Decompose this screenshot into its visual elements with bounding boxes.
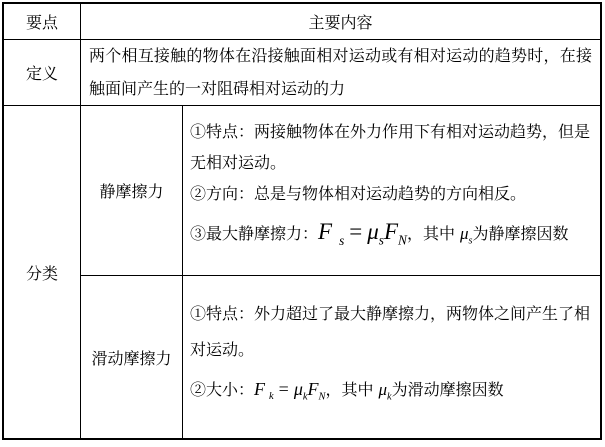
static-coefficient <box>459 224 473 247</box>
static-max-formula <box>318 219 407 248</box>
sliding-coefficient <box>378 379 392 403</box>
static-max-mid: ，其中 <box>406 226 455 244</box>
sliding-friction-content-cell <box>183 276 600 438</box>
static-friction-content-cell <box>183 106 600 276</box>
formula-FN: F <box>307 378 319 399</box>
header-cell-main-content <box>81 4 600 40</box>
formula-FN-sub: N <box>398 232 407 248</box>
formula-F-sub: s <box>339 232 345 248</box>
sliding-friction-name-cell <box>81 276 183 438</box>
formula-F-sub: k <box>269 391 274 403</box>
coef-mu: μ <box>459 224 469 244</box>
classification-label: 分类 <box>25 265 58 283</box>
formula-F: F <box>318 219 333 245</box>
classification-label-cell <box>4 106 81 438</box>
header-main-content-label: 主要内容 <box>308 15 373 32</box>
definition-text: 两个相互接触的物体在沿接触面相对运动或有相对运动的趋势时，在接触面间产生的一对阻碍相对运动的力 <box>89 47 592 98</box>
formula-mu-sub: s <box>378 232 384 248</box>
coef-mu-sub: k <box>387 391 392 403</box>
sliding-magnitude-formula <box>254 378 326 403</box>
header-cell-keypoint <box>4 4 81 40</box>
static-friction-name-cell <box>81 106 183 276</box>
static-friction-feature: ①特点：两接触物体在外力作用下有相对运动趋势，但是无相对运动。 <box>190 124 591 173</box>
formula-FN: F <box>383 219 399 245</box>
sliding-friction-name: 滑动摩擦力 <box>91 350 172 368</box>
static-max-tail: 为静摩擦因数 <box>472 226 569 244</box>
static-friction-max-line <box>190 210 593 263</box>
definition-label: 定义 <box>25 66 58 83</box>
sliding-magnitude-label: ②大小： <box>190 381 255 399</box>
coef-mu-sub: s <box>468 235 473 247</box>
static-friction-name: 静摩擦力 <box>99 184 164 201</box>
formula-FN-sub: N <box>318 391 326 403</box>
sliding-magnitude-tail: 为滑动摩擦因数 <box>391 381 504 399</box>
sliding-friction-magnitude-line <box>190 369 593 418</box>
static-max-label: ③最大静摩擦力： <box>190 226 319 244</box>
coef-mu: μ <box>378 379 388 399</box>
formula-mu: μ <box>293 378 303 399</box>
sliding-friction-feature: ①特点：外力超过了最大静摩擦力，两物体之间产生了相对运动。 <box>190 305 591 359</box>
formula-mu-sub: k <box>302 391 308 403</box>
friction-table <box>2 2 602 440</box>
formula-F: F <box>254 378 266 399</box>
static-friction-direction: ②方向：总是与物体相对运动趋势的方向相反。 <box>190 186 527 204</box>
definition-label-cell <box>4 40 81 106</box>
header-keypoint-label: 要点 <box>25 15 58 32</box>
sliding-magnitude-mid: ，其中 <box>325 381 374 399</box>
formula-mu: μ <box>367 219 379 245</box>
definition-content-cell <box>81 40 600 106</box>
formula-equals: = <box>278 378 289 399</box>
formula-equals: = <box>349 219 363 245</box>
